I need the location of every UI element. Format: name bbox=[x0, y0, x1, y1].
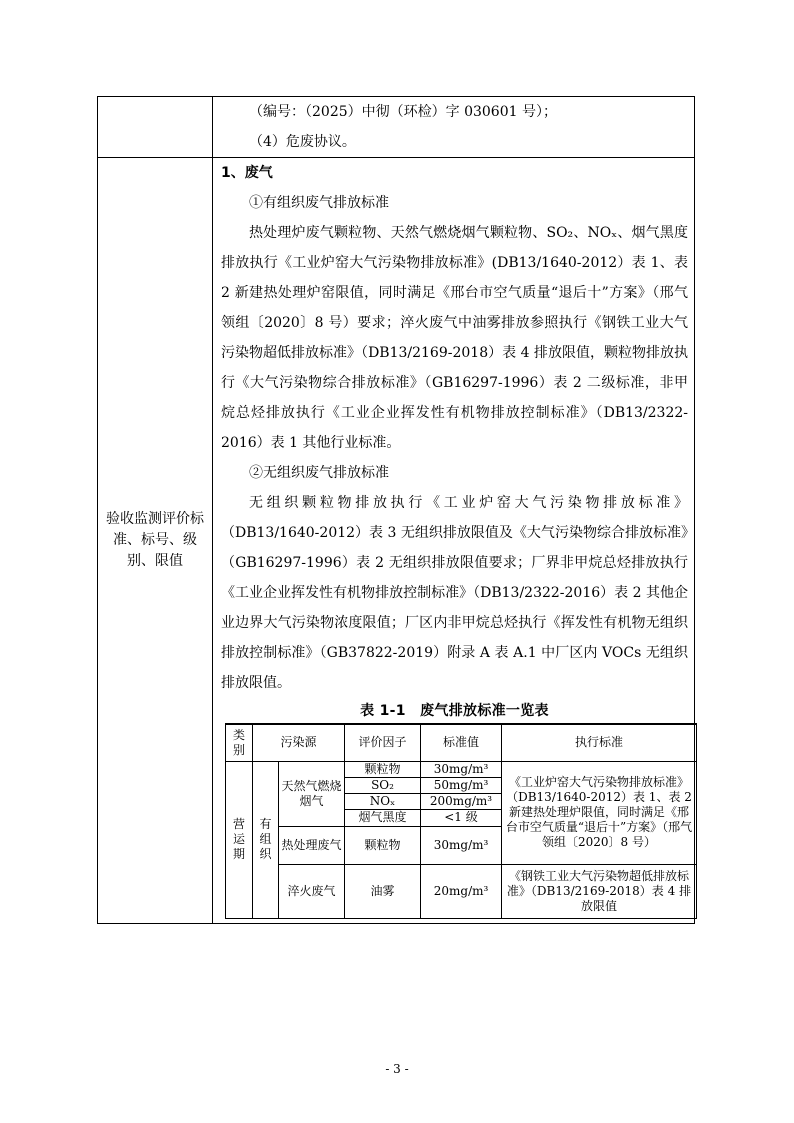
paragraph-organized: 热处理炉废气颗粒物、天然气燃烧烟气颗粒物、SO₂、NOₓ、烟气黑度排放执行《工业炉窑大气污染物排放标准》(DB13/1640-2012）表 1、表 2 新建热处理炉窑限值，同时满足《邢台市空气质量“退后十”方案》（邢气领组〔2020〕8 号）要求；淬火废气中油雾排放参照执行《钢铁工业大气污染物超低排放标准》（DB13/2169-2018）表 4 排放限值，颗粒物排放执行《大气污染物综合排放标准》（GB16297-1996）表 2 二级标准，非甲烷总烃排放执行《工业企业挥发性有机物排放控制标准》（DB13/2322-2016）表 1 其他行业标准。 bbox=[221, 225, 688, 451]
value-cell: 30mg/m³ bbox=[421, 761, 502, 777]
header-source: 污染源 bbox=[253, 724, 345, 761]
period-cell: 营运期 bbox=[226, 761, 253, 918]
table-row bbox=[226, 761, 697, 777]
row-references-content bbox=[213, 97, 695, 158]
value-cell: <1 级 bbox=[421, 809, 502, 826]
header-value: 标准值 bbox=[421, 724, 502, 761]
value-cell: 50mg/m³ bbox=[421, 777, 502, 793]
header-standard: 执行标准 bbox=[502, 724, 697, 761]
standard-cell-furnace: 《工业炉窑大气污染物排放标准》（DB13/1640-2012）表 1、表 2 新建热处理炉限值，同时满足《邢台市空气质量“退后十”方案》（邢气领组〔2020〕8 号） bbox=[502, 761, 697, 864]
value-cell: 30mg/m³ bbox=[421, 826, 502, 864]
table-row bbox=[226, 864, 697, 918]
subheading-organized: ①有组织废气排放标准 bbox=[249, 195, 389, 211]
value-cell: 20mg/m³ bbox=[421, 864, 502, 918]
row-references bbox=[98, 97, 695, 158]
header-factor: 评价因子 bbox=[345, 724, 421, 761]
standard-cell-steel: 《钢铁工业大气污染物超低排放标准》（DB13/2169-2018）表 4 排放限值 bbox=[502, 864, 697, 918]
factor-cell: SO₂ bbox=[345, 777, 421, 793]
standards-content bbox=[213, 158, 695, 924]
table-caption: 表 1-1 废气排放标准一览表 bbox=[360, 703, 549, 719]
paragraph-unorganized: 无组织颗粒物排放执行《工业炉窑大气污染物排放标准》（DB13/1640-2012）表 3 无组织排放限值及《大气污染物综合排放标准》（GB16297-1996）表 2 无组织排放限值要求；厂界非甲烷总烃排放执行《工业企业挥发性有机物排放控制标准》（DB13/2322-2016）表 2 其他企业边界大气污染物浓度限值；厂区内非甲烷总烃执行《挥发性有机物无组织排放控制标准》（GB37822-2019）附录 A 表 A.1 中厂区内 VOCs 无组织排放限值。 bbox=[221, 495, 688, 691]
row-standards bbox=[98, 158, 695, 924]
factor-cell: 烟气黑度 bbox=[345, 809, 421, 826]
section-heading: 1、废气 bbox=[221, 165, 273, 181]
factor-cell: 颗粒物 bbox=[345, 761, 421, 777]
report-table bbox=[97, 96, 695, 924]
reference-line-2: （4）危废协议。 bbox=[249, 134, 356, 150]
page-number: - 3 - bbox=[385, 1062, 409, 1076]
emission-standards-table bbox=[225, 723, 697, 919]
value-cell: 200mg/m³ bbox=[421, 793, 502, 809]
source-natural-gas: 天然气燃烧烟气 bbox=[279, 761, 345, 826]
source-heat-treatment: 热处理废气 bbox=[279, 826, 345, 864]
factor-cell: NOₓ bbox=[345, 793, 421, 809]
reference-line-1: （编号：（2025）中彻（环检）字 030601 号）； bbox=[249, 104, 557, 120]
subheading-unorganized: ②无组织废气排放标准 bbox=[249, 465, 389, 481]
standards-label: 验收监测评价标准、标号、级别、限值 bbox=[98, 158, 213, 924]
factor-cell: 油雾 bbox=[345, 864, 421, 918]
header-category: 类别 bbox=[226, 724, 253, 761]
kind-cell: 有组织 bbox=[253, 761, 279, 918]
row-references-label-cell bbox=[98, 97, 213, 158]
factor-cell: 颗粒物 bbox=[345, 826, 421, 864]
table-header-row bbox=[226, 724, 697, 761]
source-quenching: 淬火废气 bbox=[279, 864, 345, 918]
